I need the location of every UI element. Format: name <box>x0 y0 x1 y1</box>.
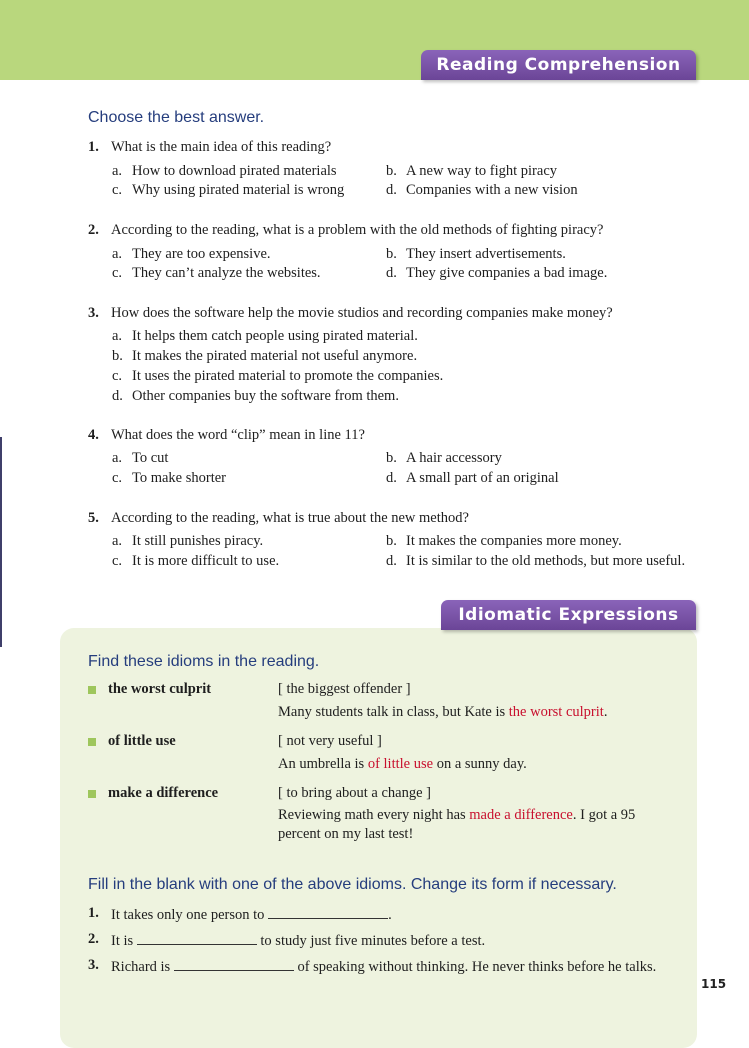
idiom-highlight: of little use <box>367 756 434 772</box>
question-number: 5. <box>88 510 99 526</box>
question-number: 1. <box>88 139 99 155</box>
idiom-definition-2: [ not very useful ] <box>278 733 382 749</box>
question-text: What is the main idea of this reading? <box>111 139 332 155</box>
idiom-term-2: of little use <box>108 733 176 749</box>
idiom-highlight: the worst culprit <box>508 704 604 720</box>
question-number: 2. <box>88 222 99 238</box>
idiom-example-3-line2: percent on my last test! <box>278 826 414 842</box>
idiom-definition-1: [ the biggest offender ] <box>278 681 411 697</box>
question-number: 3. <box>88 305 99 321</box>
margin-rule <box>0 437 2 647</box>
answer-blank[interactable] <box>174 957 294 971</box>
idioms-instruction: Find these idioms in the reading. <box>88 653 320 670</box>
bullet-icon <box>88 738 96 746</box>
question-text: According to the reading, what is a problem with the old methods of fighting piracy? <box>111 222 604 238</box>
fill-instruction: Fill in the blank with one of the above idioms. Change its form if necessary. <box>88 876 617 893</box>
question-text: How does the software help the movie studios and recording companies make money? <box>111 305 613 321</box>
reading-comprehension-tab: Reading Comprehension <box>421 50 696 80</box>
rc-instruction: Choose the best answer. <box>88 109 265 126</box>
question-text: According to the reading, what is true about the new method? <box>111 510 469 526</box>
page-number: 115 <box>701 977 727 991</box>
idiom-highlight: made a difference <box>469 807 573 823</box>
idiom-example-3: Reviewing math every night has made a difference. I got a 95 <box>278 807 636 823</box>
bullet-icon <box>88 686 96 694</box>
question-text: What does the word “clip” mean in line 11? <box>111 427 365 443</box>
idiom-term-1: the worst culprit <box>108 681 212 697</box>
idiom-example-2: An umbrella is of little use on a sunny day. <box>278 756 527 772</box>
question-number: 4. <box>88 427 99 443</box>
answer-blank[interactable] <box>137 931 257 945</box>
bullet-icon <box>88 790 96 798</box>
idiom-definition-3: [ to bring about a change ] <box>278 785 432 801</box>
idiomatic-expressions-tab: Idiomatic Expressions <box>441 600 696 630</box>
answer-blank[interactable] <box>268 905 388 919</box>
idiom-example-1: Many students talk in class, but Kate is the worst culprit. <box>278 704 608 720</box>
idiom-term-3: make a difference <box>108 785 219 801</box>
